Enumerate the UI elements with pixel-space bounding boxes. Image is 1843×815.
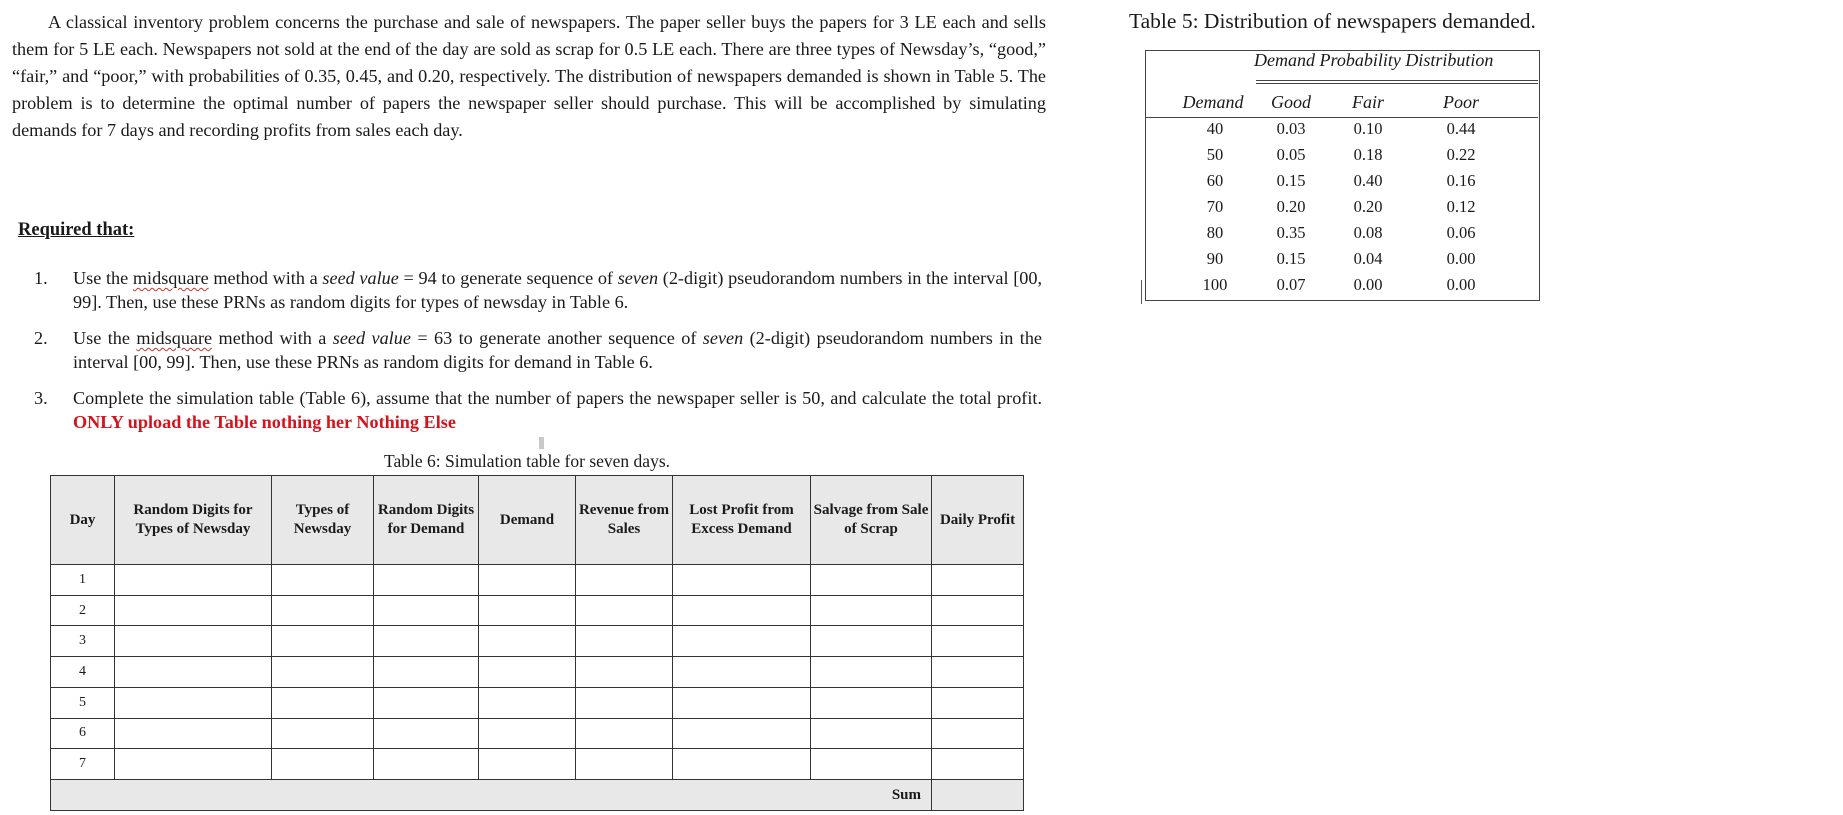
empty-cell[interactable]: [576, 718, 673, 749]
empty-cell[interactable]: [115, 718, 272, 749]
divider: [1145, 117, 1538, 118]
table6-caption: Table 6: Simulation table for seven days.: [384, 451, 670, 471]
sum-row: [51, 780, 1024, 811]
table5-group-header: Demand Probability Distribution: [1254, 50, 1494, 70]
empty-cell[interactable]: [115, 626, 272, 657]
empty-cell[interactable]: [272, 595, 374, 626]
table-cell: 0.00: [1353, 275, 1383, 294]
empty-cell[interactable]: [479, 565, 576, 596]
empty-cell[interactable]: [272, 687, 374, 718]
table-cell: 0.15: [1276, 249, 1306, 268]
empty-cell[interactable]: [374, 626, 479, 657]
empty-cell[interactable]: [811, 718, 932, 749]
text-cursor: [1141, 280, 1142, 304]
empty-cell[interactable]: [673, 565, 811, 596]
table-cell: 70: [1206, 197, 1224, 216]
empty-cell[interactable]: [811, 657, 932, 688]
task-number: 1.: [34, 268, 48, 288]
table-cell: 0.35: [1276, 223, 1306, 242]
empty-cell[interactable]: [673, 749, 811, 780]
table-cell: 60: [1206, 171, 1224, 190]
table-row: [1145, 275, 1538, 301]
empty-cell[interactable]: [479, 626, 576, 657]
table5-header-row: [1145, 92, 1538, 116]
table-cell: 100: [1202, 275, 1228, 294]
empty-cell[interactable]: [374, 595, 479, 626]
empty-cell[interactable]: [272, 657, 374, 688]
table-cell: 0.18: [1353, 145, 1383, 164]
empty-cell[interactable]: [374, 687, 479, 718]
empty-cell[interactable]: [673, 626, 811, 657]
table-row: [1145, 197, 1538, 223]
table-cell: 0.04: [1353, 249, 1383, 268]
empty-cell[interactable]: [673, 687, 811, 718]
empty-cell[interactable]: [932, 749, 1024, 780]
table-header-row: [51, 476, 1024, 565]
table-row: [1145, 249, 1538, 275]
table-row: [1145, 119, 1538, 145]
simulation-table: [50, 475, 1024, 811]
empty-cell[interactable]: [932, 657, 1024, 688]
task-item-3: 3. Complete the simulation table (Table 6), assume that the number of papers the newspaper seller is 50, and calculate the total profit. ONLY upload the Table nothing her Nothing Else: [34, 388, 1042, 432]
col-header: Revenue from Sales: [576, 476, 673, 565]
upload-instruction: ONLY upload the Table nothing her Nothing Else: [73, 412, 456, 432]
empty-cell[interactable]: [932, 718, 1024, 749]
empty-cell[interactable]: [115, 595, 272, 626]
table-cell: 50: [1206, 145, 1224, 164]
task-number: 2.: [34, 328, 48, 348]
empty-cell[interactable]: [576, 565, 673, 596]
empty-cell[interactable]: [115, 749, 272, 780]
problem-statement: A classical inventory problem concerns the purchase and sale of newspapers. The paper seller buys the papers for 3 LE each and sells them for 5 LE each. Newspapers not sold at the end of the day are sold as scrap for 0.5 LE each. There are three types of Newsday’s, “good,” “fair,” and “poor,” with probabilities of 0.35, 0.45, and 0.20, respectively. The distribution of newspapers demanded is shown in Table 5. The problem is to determine the optimal number of papers the newspaper seller should purchase. This will be accomplished by simulating demands for 7 days and recording profits from sales each day.: [12, 12, 1046, 140]
col-header: Random Digits for Types of Newsday: [115, 476, 272, 565]
empty-cell[interactable]: [115, 565, 272, 596]
empty-cell[interactable]: [272, 749, 374, 780]
empty-cell[interactable]: [374, 565, 479, 596]
empty-cell[interactable]: [479, 657, 576, 688]
sum-cell[interactable]: [932, 780, 1024, 811]
col-header: Demand: [479, 476, 576, 565]
table5-title: Table 5: Distribution of newspapers demanded.: [1129, 9, 1536, 33]
empty-cell[interactable]: [576, 749, 673, 780]
empty-cell[interactable]: [479, 718, 576, 749]
empty-cell[interactable]: [272, 565, 374, 596]
empty-cell[interactable]: [932, 687, 1024, 718]
empty-cell[interactable]: [673, 718, 811, 749]
empty-cell[interactable]: [811, 626, 932, 657]
day-cell: 3: [51, 626, 115, 657]
table-cell: 80: [1206, 223, 1224, 242]
table-cell: 0.03: [1276, 119, 1306, 138]
empty-cell[interactable]: [932, 595, 1024, 626]
task-item-1: 1. Use the midsquare method with a seed value = 94 to generate sequence of seven (2-digit) pseudorandom numbers in the interval [00, 99]. Then, use these PRNs as random digits for types of newsday in Table 6.: [34, 268, 1042, 312]
empty-cell[interactable]: [811, 687, 932, 718]
day-cell: 4: [51, 657, 115, 688]
table-cell: 0.12: [1446, 197, 1476, 216]
empty-cell[interactable]: [374, 718, 479, 749]
empty-cell[interactable]: [576, 595, 673, 626]
table-cell: 40: [1206, 119, 1224, 138]
task-item-2: 2. Use the midsquare method with a seed value = 63 to generate another sequence of seven (2-digit) pseudorandom numbers in the interval [00, 99]. Then, use these PRNs as random digits for demand in Table 6.: [34, 328, 1042, 372]
empty-cell[interactable]: [811, 565, 932, 596]
required-heading: Required that:: [18, 220, 135, 240]
table-cell: 0.10: [1353, 119, 1383, 138]
col-header: Daily Profit: [932, 476, 1024, 565]
spellcheck-word: midsquare: [136, 328, 213, 348]
empty-cell[interactable]: [576, 626, 673, 657]
empty-cell[interactable]: [932, 626, 1024, 657]
table-row: [1145, 223, 1538, 249]
table-cell: 90: [1206, 249, 1224, 268]
day-cell: 2: [51, 595, 115, 626]
table-cell: 0.16: [1446, 171, 1476, 190]
table-cell: 0.15: [1276, 171, 1306, 190]
table-cell: 0.20: [1276, 197, 1306, 216]
table-row: [1145, 171, 1538, 197]
col-header: Lost Profit from Excess Demand: [673, 476, 811, 565]
col-header: Salvage from Sale of Scrap: [811, 476, 932, 565]
col-header: Random Digits for Demand: [374, 476, 479, 565]
table-cell: 0.06: [1446, 223, 1476, 242]
text-cursor: [539, 437, 544, 449]
table-row: [51, 718, 1024, 749]
table5-body: [1145, 119, 1538, 301]
empty-cell[interactable]: [479, 687, 576, 718]
table-cell: 0.20: [1353, 197, 1383, 216]
table-cell: 0.08: [1353, 223, 1383, 242]
empty-cell[interactable]: [576, 657, 673, 688]
empty-cell[interactable]: [576, 687, 673, 718]
col-header: Day: [51, 476, 115, 565]
empty-cell[interactable]: [374, 749, 479, 780]
col-header: Types of Newsday: [272, 476, 374, 565]
table-cell: 0.05: [1276, 145, 1306, 164]
sum-label: Sum: [51, 780, 932, 811]
task-list: [34, 266, 1042, 446]
table-row: [51, 749, 1024, 780]
table-cell: 0.00: [1446, 275, 1476, 294]
empty-cell[interactable]: [811, 749, 932, 780]
empty-cell[interactable]: [115, 657, 272, 688]
empty-cell[interactable]: [374, 657, 479, 688]
col-header: Poor: [1443, 92, 1479, 112]
table-row: [1145, 145, 1538, 171]
table-cell: 0.40: [1353, 171, 1383, 190]
empty-cell[interactable]: [673, 595, 811, 626]
task-number: 3.: [34, 388, 48, 408]
empty-cell[interactable]: [932, 565, 1024, 596]
table-cell: 0.22: [1446, 145, 1476, 164]
day-cell: 1: [51, 565, 115, 596]
col-header: Fair: [1351, 92, 1384, 112]
empty-cell[interactable]: [115, 687, 272, 718]
spellcheck-word: midsquare: [132, 268, 209, 288]
table-cell: 0.07: [1276, 275, 1306, 294]
empty-cell[interactable]: [479, 749, 576, 780]
table-cell: 0.44: [1446, 119, 1476, 138]
table-row: [51, 595, 1024, 626]
empty-cell[interactable]: [272, 626, 374, 657]
empty-cell[interactable]: [479, 595, 576, 626]
col-header: Good: [1271, 92, 1311, 112]
empty-cell[interactable]: [272, 718, 374, 749]
empty-cell[interactable]: [673, 657, 811, 688]
col-header: Demand: [1182, 92, 1244, 112]
table-cell: 0.00: [1446, 249, 1476, 268]
table-row: [51, 687, 1024, 718]
table-row: [51, 657, 1024, 688]
day-cell: 5: [51, 687, 115, 718]
day-cell: 6: [51, 718, 115, 749]
divider: [1256, 83, 1538, 84]
day-cell: 7: [51, 749, 115, 780]
table-row: [51, 626, 1024, 657]
table-row: [51, 565, 1024, 596]
divider: [1256, 80, 1538, 81]
empty-cell[interactable]: [811, 595, 932, 626]
